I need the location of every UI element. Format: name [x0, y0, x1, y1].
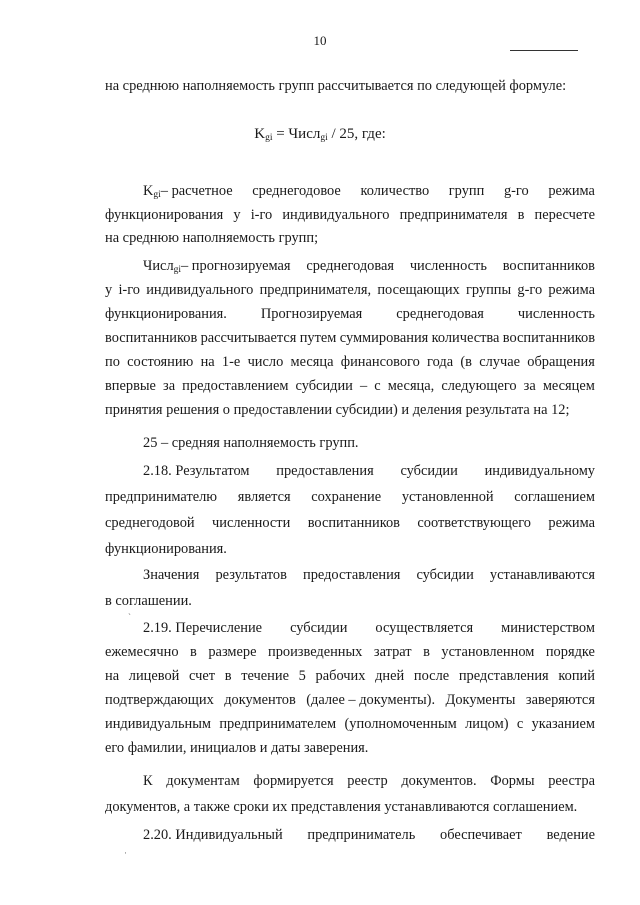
- word: течение: [241, 668, 289, 684]
- word: 2.18. Результатом: [143, 463, 250, 479]
- word: индивидуальным: [105, 716, 211, 732]
- word: К: [143, 773, 153, 789]
- word: формируется: [253, 773, 334, 789]
- word: g-го: [503, 183, 529, 199]
- kgi-def-line-1: [143, 182, 595, 200]
- registry-line-1: [143, 772, 595, 790]
- word: Документы: [445, 692, 516, 708]
- word: режима: [548, 282, 595, 298]
- header-rule: [510, 50, 578, 51]
- word: i-го: [118, 282, 140, 298]
- kgi-symbol: $K_{gi}-$ расчетное: [143, 183, 233, 200]
- word: дней: [375, 668, 405, 684]
- avg-line: 25 – средняя наполняемость групп.: [143, 435, 359, 451]
- word: Формы: [490, 773, 535, 789]
- word: i-го: [250, 207, 273, 223]
- chisl-def-line-2: [105, 281, 595, 299]
- word: соглашением: [514, 489, 595, 505]
- p220-line-1: [143, 826, 595, 844]
- word: результатов: [215, 567, 287, 583]
- word: –: [359, 378, 368, 394]
- word: в: [224, 668, 232, 684]
- word: указанием: [531, 716, 595, 732]
- scan-mark: `: [128, 612, 131, 622]
- p219-line-6: его фамилии, инициалов и даты заверения.: [105, 740, 369, 756]
- word: (уполномоченным: [344, 716, 457, 732]
- word: посещающих: [377, 282, 460, 298]
- word: обеспечивает: [440, 827, 522, 843]
- word: сохранение: [311, 489, 382, 505]
- word: обращения: [527, 354, 595, 370]
- word: подтверждающих: [105, 692, 214, 708]
- formula-lhs-sub: gi: [265, 133, 273, 143]
- word: в: [517, 207, 525, 223]
- word: копий: [558, 668, 595, 684]
- word: воспитанников: [502, 330, 595, 346]
- word: лицом): [465, 716, 509, 732]
- word: года: [427, 354, 454, 370]
- scan-mark: ·: [124, 848, 127, 858]
- word: пересчете: [534, 207, 595, 223]
- intro-line: на среднюю наполняемость групп рассчитывается по следующей формуле:: [105, 78, 567, 94]
- word: размере: [208, 644, 257, 660]
- word: с: [516, 716, 524, 732]
- word: у: [105, 282, 113, 298]
- word: за: [523, 378, 536, 394]
- word: индивидуального: [146, 282, 254, 298]
- word: состоянию: [127, 354, 194, 370]
- word: среднегодовая: [396, 306, 484, 322]
- word: счет: [189, 668, 216, 684]
- word: субсидии: [400, 463, 458, 479]
- word: порядке: [545, 644, 595, 660]
- word: количество: [360, 183, 430, 199]
- word: за: [163, 378, 176, 394]
- word: является: [237, 489, 291, 505]
- word: 2.20. Индивидуальный: [143, 827, 283, 843]
- word: рассчитывается: [200, 330, 297, 346]
- word: предоставления: [276, 463, 374, 479]
- word: на: [105, 668, 120, 684]
- word: функционирования: [105, 207, 224, 223]
- word: установленном: [441, 644, 535, 660]
- formula-rhs-sub: gi: [320, 133, 328, 143]
- chisl-def-line-7: принятия решения о предоставлении субсидии) и деления результата на 12;: [105, 402, 570, 418]
- word: групп: [448, 183, 485, 199]
- word: ежемесячно: [105, 644, 179, 660]
- word: месяцем: [542, 378, 595, 394]
- results-line-1: [143, 566, 595, 584]
- word: представления: [458, 668, 549, 684]
- word: суммирования: [339, 330, 429, 346]
- word: реестра: [548, 773, 595, 789]
- p218-line-1: [143, 462, 595, 480]
- word: с: [374, 378, 381, 394]
- word: среднегодовое: [252, 183, 341, 199]
- word: финансового: [340, 354, 420, 370]
- word: произведенных: [268, 644, 363, 660]
- word: предприниматель: [307, 827, 416, 843]
- results-line-2: в соглашении.: [105, 593, 192, 609]
- word: 5: [298, 668, 306, 684]
- word: рабочих: [315, 668, 366, 684]
- word: документов.: [401, 773, 477, 789]
- registry-line-2: документов, а также сроки их представления устанавливаются соглашением.: [105, 799, 578, 815]
- word: 1-е: [221, 354, 241, 370]
- word: лицевой: [128, 668, 180, 684]
- p219-line-1: [143, 619, 595, 637]
- p218-line-4: функционирования.: [105, 541, 227, 557]
- word: месяца: [290, 354, 334, 370]
- word: в: [423, 644, 430, 660]
- word: Прогнозируемая: [260, 306, 363, 322]
- word: предпринимателя: [399, 207, 508, 223]
- word: затрат: [373, 644, 412, 660]
- word: субсидии: [290, 620, 348, 636]
- p218-line-2: [105, 488, 595, 506]
- word: министерством: [501, 620, 595, 636]
- page-number: 10: [313, 33, 327, 48]
- word: численности: [212, 515, 291, 531]
- word: численность: [517, 306, 595, 322]
- chisl-def-line-3: [105, 305, 595, 323]
- word: соответствующего: [417, 515, 531, 531]
- word: Значения: [143, 567, 200, 583]
- chisl-def-line-6: [105, 377, 595, 395]
- word: по: [105, 354, 120, 370]
- word: воспитанников: [307, 515, 400, 531]
- word: реестр: [347, 773, 388, 789]
- word: воспитанников: [105, 330, 198, 346]
- word: предпринимателю: [105, 489, 218, 505]
- word: после: [413, 668, 450, 684]
- word: режима: [548, 183, 595, 199]
- p219-line-5: [105, 715, 595, 733]
- word: количества: [431, 330, 500, 346]
- word: субсидии: [416, 567, 474, 583]
- formula-tail: / 25, где:: [327, 126, 386, 142]
- kgi-def-line-2: [105, 206, 595, 224]
- word: в: [190, 644, 197, 660]
- word: g-го: [517, 282, 543, 298]
- word: предоставления: [303, 567, 401, 583]
- chisl-def-line-1: [143, 257, 595, 275]
- word: документам: [166, 773, 240, 789]
- word: предпринимателем: [219, 716, 337, 732]
- word: группы: [465, 282, 512, 298]
- word: предпринимателя,: [259, 282, 372, 298]
- chisl-def-line-4: [105, 329, 595, 347]
- word: следующего: [441, 378, 517, 394]
- word: установленной: [401, 489, 494, 505]
- word: путем: [299, 330, 337, 346]
- formula: [0, 125, 640, 143]
- word: субсидии: [295, 378, 353, 394]
- word: на: [200, 354, 215, 370]
- word: (далее – документы).: [306, 692, 436, 708]
- word: среднегодовой: [105, 515, 195, 531]
- word: документов: [224, 692, 296, 708]
- word: число: [247, 354, 284, 370]
- word: заверяются: [525, 692, 595, 708]
- word: 2.19. Перечисление: [143, 620, 263, 636]
- chisl-symbol: Числ$_{gi}$– прогнозируемая: [143, 258, 291, 275]
- word: месяца,: [387, 378, 435, 394]
- p219-line-2: [105, 643, 595, 661]
- word: индивидуальному: [484, 463, 595, 479]
- word: впервые: [105, 378, 156, 394]
- word: воспитанников: [502, 258, 595, 274]
- p219-line-3: [105, 667, 595, 685]
- word: у: [233, 207, 241, 223]
- word: функционирования.: [105, 306, 227, 322]
- word: случае: [479, 354, 520, 370]
- word: индивидуального: [282, 207, 390, 223]
- formula-lhs: K: [254, 126, 266, 142]
- word: среднегодовая: [306, 258, 394, 274]
- p218-line-3: [105, 514, 595, 532]
- formula-eq: = Числ: [272, 126, 321, 142]
- p219-line-4: [105, 691, 595, 709]
- word: численность: [409, 258, 487, 274]
- word: (в: [460, 354, 472, 370]
- word: режима: [548, 515, 595, 531]
- chisl-def-line-5: [105, 353, 595, 371]
- word: осуществляется: [375, 620, 474, 636]
- word: предоставлением: [182, 378, 289, 394]
- word: ведение: [546, 827, 595, 843]
- kgi-def-line-3: на среднюю наполняемость групп;: [105, 230, 319, 246]
- word: устанавливаются: [489, 567, 595, 583]
